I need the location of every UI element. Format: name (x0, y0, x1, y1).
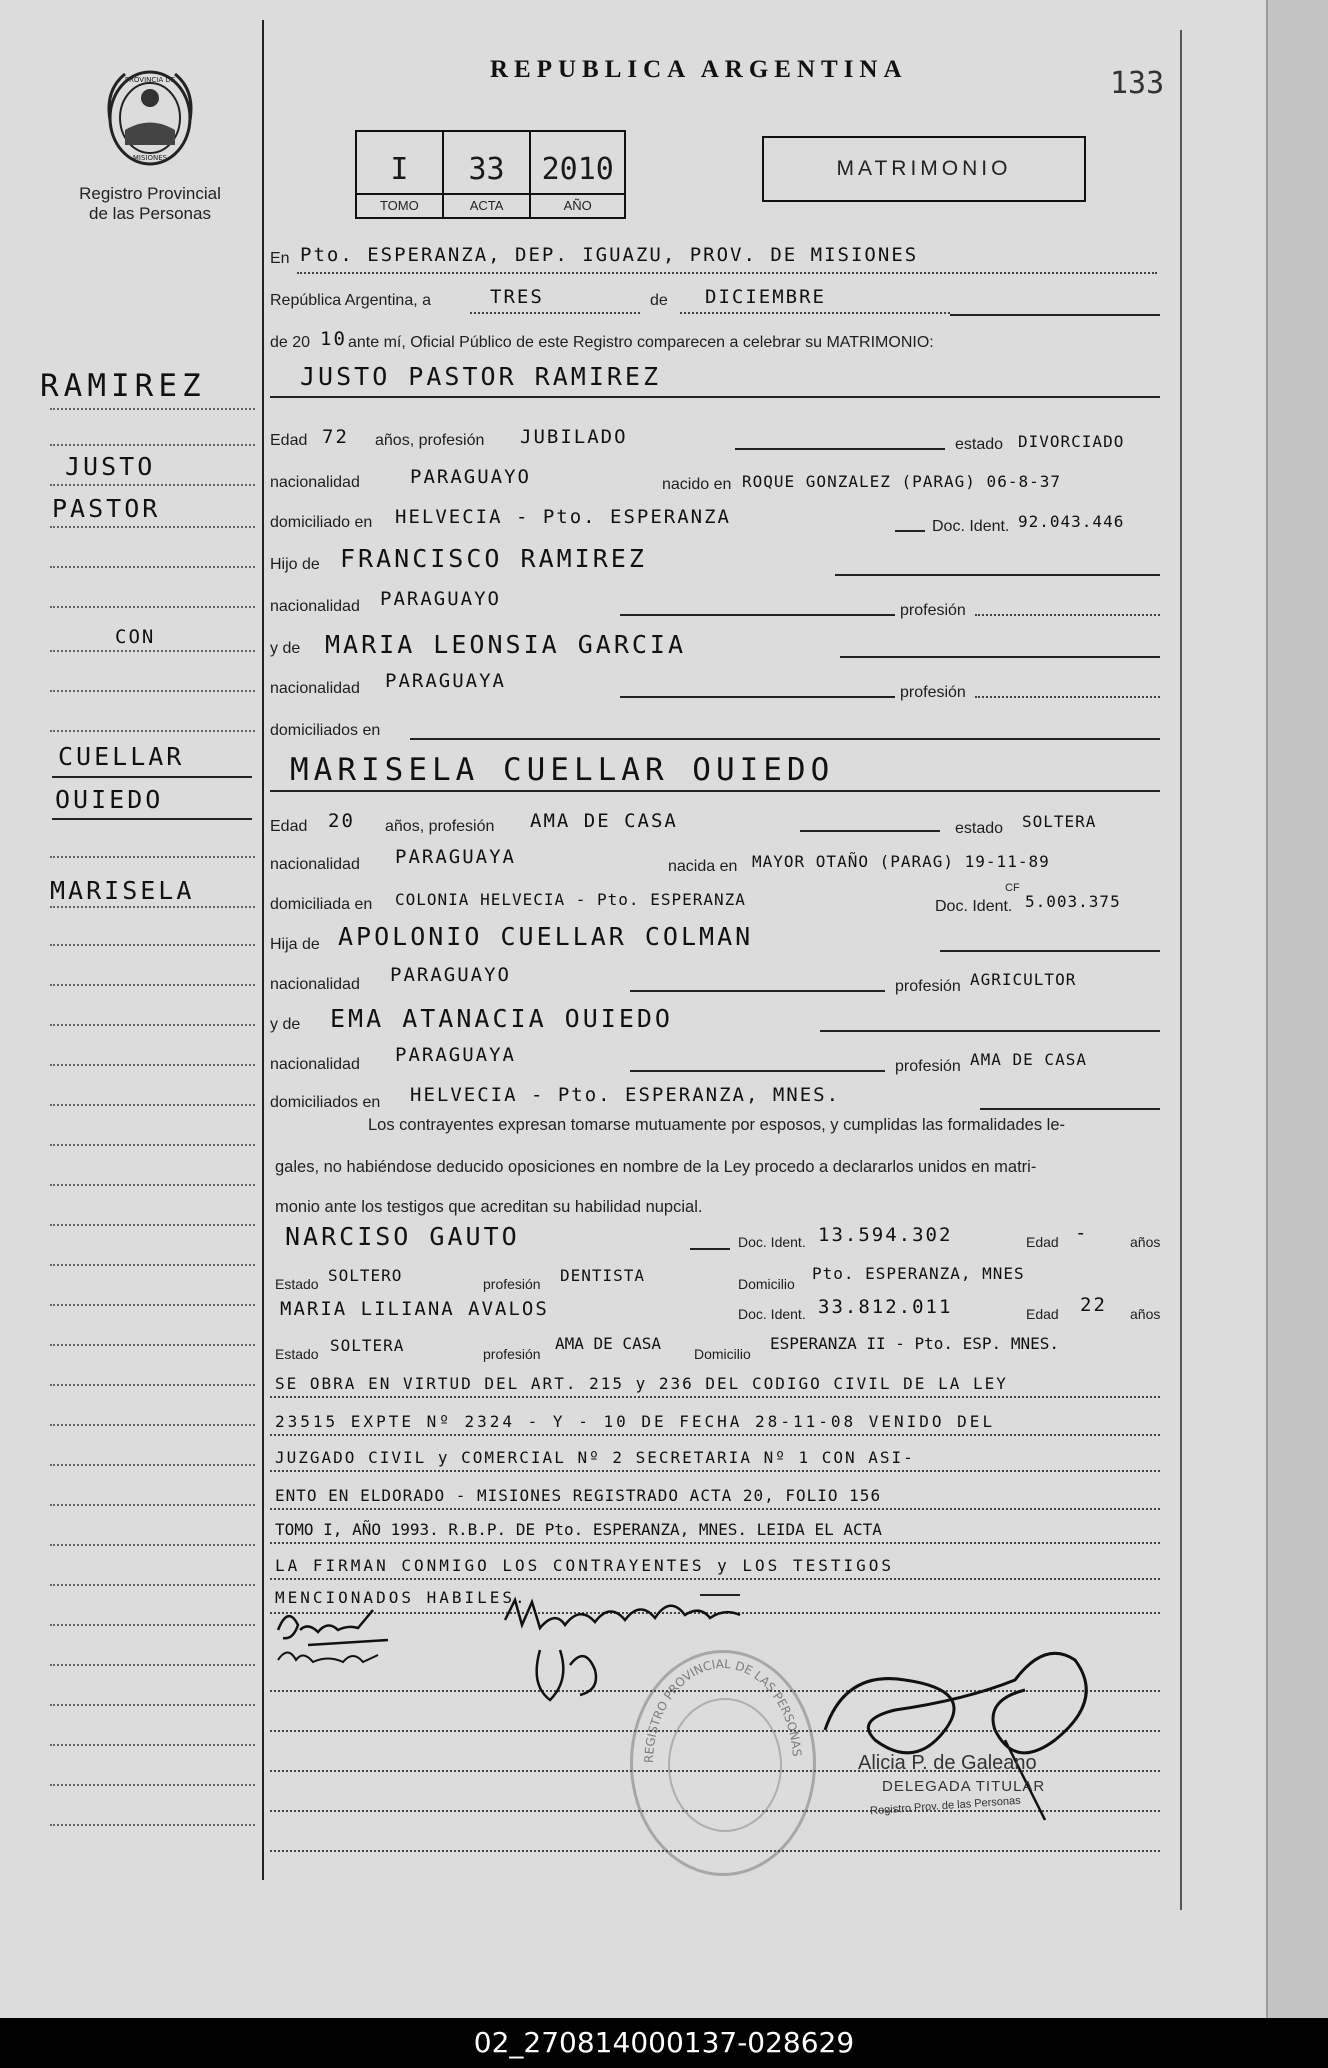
margin-rule (50, 408, 255, 410)
fill-line (270, 1470, 1160, 1472)
domiciliados-label: domiciliados en (270, 722, 381, 739)
anos-prof-label: años, profesión (375, 432, 485, 449)
margin-rule (50, 606, 255, 608)
groom-father-nationality: PARAGUAYO (380, 588, 501, 610)
groom-age: 72 (322, 426, 349, 448)
bride-mother-profession: AMA DE CASA (970, 1050, 1087, 1069)
margin-rule (50, 1704, 255, 1706)
notes-line-2: 23515 EXPTE Nº 2324 - Y - 10 DE FECHA 28-11-08 VENIDO DEL (275, 1412, 996, 1431)
edad-label: Edad (270, 818, 308, 835)
margin-rule (50, 1504, 255, 1506)
bride-mother: EMA ATANACIA OUIEDO (330, 1004, 673, 1033)
fill-line (895, 530, 925, 532)
fill-line (630, 1070, 885, 1072)
witness2-profession: AMA DE CASA (555, 1334, 661, 1353)
margin-rule (50, 1024, 255, 1026)
domicilio-label: Domicilio (738, 1276, 795, 1292)
nacionalidad-label: nacionalidad (270, 1056, 360, 1073)
margin-rule (50, 526, 255, 528)
bride-nationality: PARAGUAYA (395, 846, 516, 868)
margin-underline (52, 776, 252, 778)
margin-rule (50, 650, 255, 652)
fill-line (800, 830, 940, 832)
fill-line (630, 990, 885, 992)
day-value: TRES (490, 286, 544, 308)
profesion-label: profesión (895, 1058, 961, 1075)
fill-line (297, 272, 1157, 274)
bride-birth: MAYOR OTAÑO (PARAG) 19-11-89 (752, 852, 1050, 871)
fill-line (270, 1396, 1160, 1398)
groom-birth: ROQUE GONZALEZ (PARAG) 06-8-37 (742, 472, 1061, 491)
witness1-age: - (1075, 1222, 1089, 1244)
fill-line (835, 574, 1160, 576)
witness2-name: MARIA LILIANA AVALOS (280, 1298, 549, 1320)
ante-text: ante mí, Oficial Público de este Registro comparecen a celebrar su MATRIMONIO: (348, 334, 934, 351)
fill-line (975, 696, 1160, 698)
margin-rule (50, 906, 255, 908)
nacida-label: nacida en (668, 858, 738, 875)
fill-line (270, 1542, 1160, 1544)
fill-line (940, 950, 1160, 952)
edad-label: Edad (270, 432, 308, 449)
margin-groom-given-1: JUSTO (65, 452, 156, 481)
registry-line-2: de las Personas (89, 204, 211, 223)
de-label: de (650, 292, 668, 309)
notes-line-4: ENTO EN ELDORADO - MISIONES REGISTRADO ACTA 20, FOLIO 156 (275, 1486, 882, 1505)
domicilio-label: Domicilio (694, 1346, 751, 1362)
margin-rule (50, 1344, 255, 1346)
fill-line (270, 1434, 1160, 1436)
tomo-cell (357, 132, 444, 217)
groom-status: DIVORCIADO (1018, 432, 1125, 451)
estado-label: Estado (275, 1346, 319, 1362)
margin-rule (50, 566, 255, 568)
profesion-label: profesión (483, 1276, 541, 1292)
notes-line-1: SE OBRA EN VIRTUD DEL ART. 215 y 236 DEL CODIGO CIVIL DE LA LEY (275, 1374, 1008, 1393)
record-type: MATRIMONIO (762, 136, 1086, 202)
fill-line (735, 448, 945, 450)
bride-profession: AMA DE CASA (530, 810, 678, 832)
witness1-edad-label: Edad (1026, 1234, 1059, 1250)
notes-line-6: LA FIRMAN CONMIGO LOS CONTRAYENTES y LOS TESTIGOS (275, 1556, 895, 1575)
domiciliada-label: domiciliada en (270, 896, 373, 913)
fill-line (620, 614, 895, 616)
en-label: En (270, 250, 290, 267)
profesion-label: profesión (895, 978, 961, 995)
acta-cell (444, 132, 532, 217)
bride-doc: 5.003.375 (1025, 892, 1121, 911)
fill-line (270, 1578, 1160, 1580)
margin-rule (50, 1464, 255, 1466)
emblem-top-text: PROVINCIA DE (124, 76, 176, 84)
registry-name (55, 184, 245, 224)
fill-line (410, 738, 1160, 740)
groom-profession: JUBILADO (520, 426, 628, 448)
acta-label: ACTA (444, 193, 530, 217)
fill-line (950, 314, 1160, 316)
margin-rule (50, 1744, 255, 1746)
margin-rule (50, 730, 255, 732)
witness2-doc-label: Doc. Ident. (738, 1306, 806, 1322)
margin-rule (50, 1584, 255, 1586)
year-suffix: 10 (320, 328, 347, 350)
republic-label: República Argentina, a (270, 292, 431, 309)
fill-line (270, 790, 1160, 792)
domiciliado-label: domiciliado en (270, 514, 373, 531)
nacionalidad-label: nacionalidad (270, 976, 360, 993)
witness1-status: SOLTERO (328, 1266, 403, 1285)
witness1-doc: 13.594.302 (818, 1224, 953, 1246)
witness1-name: NARCISO GAUTO (285, 1222, 520, 1251)
groom-signature (268, 1600, 428, 1680)
notes-line-3: JUZGADO CIVIL y COMERCIAL Nº 2 SECRETARIA Nº 1 CON ASI- (275, 1448, 915, 1467)
margin-rule (50, 1824, 255, 1826)
fill-line (270, 396, 1160, 398)
margin-rule (50, 1664, 255, 1666)
margin-rule (50, 1784, 255, 1786)
groom-mother-nationality: PARAGUAYA (385, 670, 506, 692)
witness2-status: SOLTERA (330, 1336, 405, 1355)
estado-label: estado (955, 820, 1004, 837)
margin-rule (50, 1624, 255, 1626)
year-prefix: de 20 (270, 334, 311, 351)
margin-rule (50, 1224, 255, 1226)
page-title: REPUBLICA ARGENTINA (490, 56, 908, 83)
bride-father-nationality: PARAGUAYO (390, 964, 511, 986)
margin-rule (50, 1264, 255, 1266)
margin-underline (52, 818, 252, 820)
y-de-label: y de (270, 640, 301, 657)
margin-rule (50, 1144, 255, 1146)
place-value: Pto. ESPERANZA, DEP. IGUAZU, PROV. DE MISIONES (300, 244, 919, 266)
margin-rule (50, 1384, 255, 1386)
official-name: Alicia P. de Galeano (858, 1752, 1037, 1774)
margin-rule (50, 484, 255, 486)
margin-rule (50, 1064, 255, 1066)
ano-cell (531, 132, 624, 217)
bride-signature (500, 1590, 770, 1710)
month-value: DICIEMBRE (705, 286, 826, 308)
fill-line (470, 312, 640, 314)
margin-rule (50, 944, 255, 946)
margin-rule (50, 1424, 255, 1426)
witness1-address: Pto. ESPERANZA, MNES (812, 1264, 1025, 1283)
witness2-address: ESPERANZA II - Pto. ESP. MNES. (770, 1334, 1059, 1353)
bride-doc-prefix: CF (1005, 882, 1020, 894)
witness2-doc: 33.812.011 (818, 1296, 953, 1318)
seal-text: REGISTRO PROVINCIAL DE LAS PERSONAS (641, 1656, 804, 1764)
margin-connector: CON (115, 626, 156, 648)
doc-label: Doc. Ident. (935, 898, 1013, 915)
margin-rule (50, 1184, 255, 1186)
profesion-label: profesión (900, 684, 966, 701)
record-id-box (355, 130, 626, 219)
margin-bride-surname-1: CUELLAR (58, 742, 185, 771)
page-edge (1266, 0, 1328, 2018)
ano-value: 2010 (541, 152, 614, 187)
declaration-line-1: Los contrayentes expresan tomarse mutuamente por esposos, y cumplidas las formalidades le- (368, 1116, 1066, 1134)
margin-rule (50, 984, 255, 986)
tomo-label: TOMO (357, 193, 442, 217)
registry-line-1: Registro Provincial (79, 184, 221, 203)
declaration-line-2: gales, no habiéndose deducido oposiciones en nombre de la Ley procedo a declararlos unidos en matri- (275, 1158, 1037, 1176)
ano-label: AÑO (531, 193, 624, 217)
bride-parents-address: HELVECIA - Pto. ESPERANZA, MNES. (410, 1084, 841, 1106)
nacionalidad-label: nacionalidad (270, 598, 360, 615)
witness1-doc-label: Doc. Ident. (738, 1234, 806, 1250)
margin-bride-given: MARISELA (50, 876, 195, 905)
fill-line (680, 312, 950, 314)
y-de-label: y de (270, 1016, 301, 1033)
witness2-age: 22 (1080, 1294, 1107, 1316)
margin-rule (50, 444, 255, 446)
emblem-bottom-text: MISIONES (132, 154, 168, 162)
document-id-footer: 02_270814000137-028629 (0, 2018, 1328, 2068)
province-emblem-icon (95, 60, 205, 170)
right-margin-rule (1180, 30, 1182, 1910)
domiciliados-label: domiciliados en (270, 1094, 381, 1111)
tomo-value: I (390, 152, 409, 187)
margin-rule (50, 1304, 255, 1306)
groom-mother: MARIA LEONSIA GARCIA (325, 630, 687, 659)
margin-rule (50, 1104, 255, 1106)
hija-label: Hija de (270, 936, 320, 953)
estado-label: Estado (275, 1276, 319, 1292)
anos-prof-label: años, profesión (385, 818, 495, 835)
bride-mother-nationality: PARAGUAYA (395, 1044, 516, 1066)
bride-age: 20 (328, 810, 355, 832)
acta-value: 33 (468, 152, 505, 187)
margin-rule (50, 856, 255, 858)
doc-label: Doc. Ident. (932, 518, 1010, 535)
bride-address: COLONIA HELVECIA - Pto. ESPERANZA (395, 890, 746, 909)
fill-line (840, 656, 1160, 658)
fill-line (690, 1248, 730, 1250)
anos-label: años (1130, 1306, 1161, 1322)
groom-father: FRANCISCO RAMIREZ (340, 544, 647, 573)
margin-column-rule (262, 20, 264, 1880)
page-number: 133 (1110, 66, 1165, 101)
margin-groom-given-2: PASTOR (52, 494, 161, 523)
official-office: Registro Prov. de las Personas (869, 1794, 1022, 1818)
groom-address: HELVECIA - Pto. ESPERANZA (395, 506, 731, 528)
notes-line-7: MENCIONADOS HABILES. (275, 1588, 528, 1607)
margin-rule (50, 690, 255, 692)
hijo-label: Hijo de (270, 556, 320, 573)
fill-line (975, 614, 1160, 616)
profesion-label: profesión (900, 602, 966, 619)
groom-name: JUSTO PASTOR RAMIREZ (300, 362, 662, 391)
witness2-edad-label: Edad (1026, 1306, 1059, 1322)
bride-father: APOLONIO CUELLAR COLMAN (338, 922, 754, 951)
margin-groom-surname: RAMIREZ (40, 368, 206, 404)
witness1-profession: DENTISTA (560, 1266, 646, 1285)
nacionalidad-label: nacionalidad (270, 680, 360, 697)
nacido-label: nacido en (662, 476, 732, 493)
bride-name: MARISELA CUELLAR OUIEDO (290, 752, 835, 788)
official-role: DELEGADA TITULAR (882, 1778, 1046, 1795)
fill-line (270, 1508, 1160, 1510)
margin-rule (50, 1544, 255, 1546)
declaration-line-3: monio ante los testigos que acreditan su habilidad nupcial. (275, 1198, 703, 1216)
fill-line (820, 1030, 1160, 1032)
nacionalidad-label: nacionalidad (270, 856, 360, 873)
profesion-label: profesión (483, 1346, 541, 1362)
groom-doc: 92.043.446 (1018, 512, 1125, 531)
nacionalidad-label: nacionalidad (270, 474, 360, 491)
groom-nationality: PARAGUAYO (410, 466, 531, 488)
bride-status: SOLTERA (1022, 812, 1097, 831)
margin-bride-surname-2: OUIEDO (55, 785, 164, 814)
bride-father-profession: AGRICULTOR (970, 970, 1077, 989)
fill-line (980, 1108, 1160, 1110)
anos-label: años (1130, 1234, 1161, 1250)
notes-line-5: TOMO I, AÑO 1993. R.B.P. DE Pto. ESPERANZA, MNES. LEIDA EL ACTA (275, 1520, 882, 1539)
estado-label: estado (955, 436, 1004, 453)
fill-line (620, 696, 895, 698)
